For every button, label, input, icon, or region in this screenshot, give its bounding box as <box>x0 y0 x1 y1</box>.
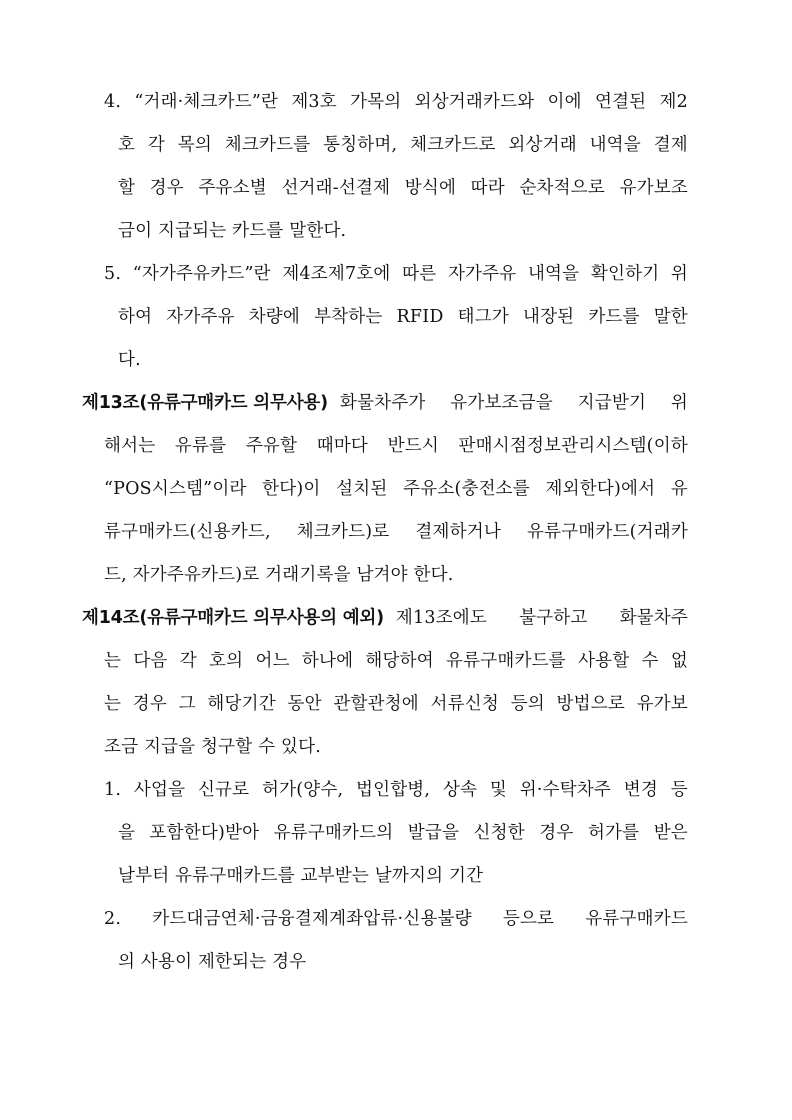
word: 말한 <box>653 307 688 327</box>
word: 발급을 <box>407 823 460 843</box>
word: 호 <box>118 135 136 155</box>
item5-line-3: 다. <box>118 350 141 370</box>
article13-heading-line <box>82 391 688 415</box>
word: 태그가 <box>457 307 509 327</box>
article13-line-2 <box>104 434 688 458</box>
word: 상속 <box>442 780 478 800</box>
word: 유류구매카드(거래카 <box>526 522 688 542</box>
word: 반드시 <box>387 436 439 456</box>
word: 제13조에도 <box>395 608 488 628</box>
word: 허가를 <box>587 823 640 843</box>
word: 호의 <box>209 651 244 671</box>
word: 연결된 <box>594 92 647 112</box>
article14-item1-line-3: 날부터 유류구매카드를 교부받는 날까지의 기간 <box>118 866 484 886</box>
word: 1. <box>104 780 122 800</box>
article13-line-1-text <box>340 391 688 415</box>
word: 해당하여 <box>365 651 434 671</box>
word: 제4조제7호에 <box>282 264 391 284</box>
article13-line-4 <box>104 520 688 544</box>
word: 외상거래 <box>508 135 577 155</box>
item5-line-1 <box>104 262 688 286</box>
word: 포함한다)받아 <box>149 823 260 843</box>
article14-line-3-text <box>104 692 688 716</box>
word: 외상거래카드와 <box>414 92 535 112</box>
word: 각 <box>147 135 165 155</box>
word: 수 <box>641 651 659 671</box>
word: 유류구매카드를 <box>446 651 566 671</box>
word: 는 <box>104 651 122 671</box>
item4-line-2 <box>118 133 688 157</box>
word: 통칭하며, <box>323 135 398 155</box>
word: 동안 <box>287 694 322 714</box>
word: 불구하고 <box>519 608 588 628</box>
word: 받은 <box>653 823 688 843</box>
article14-item1-line-2-text <box>118 821 688 845</box>
word: 신규로 <box>197 780 250 800</box>
word: 그 <box>178 694 196 714</box>
word: 할 <box>118 178 136 198</box>
word: 및 <box>489 780 507 800</box>
article13-line-5: 드, 자가주유카드)로 거래기록을 남겨야 한다. <box>104 565 454 585</box>
word: 내역을 <box>527 264 580 284</box>
item4-line-1-text <box>104 90 688 114</box>
item4-line-2-text <box>118 133 688 157</box>
word: 카드를 <box>588 307 640 327</box>
word: 카드대금연체·금융결제계좌압류·신용불량 <box>152 909 472 929</box>
word: 체크카드를 <box>224 135 311 155</box>
article14-item2-line-1 <box>104 907 688 931</box>
article14-line-2-text <box>104 649 688 673</box>
word: 위 <box>670 393 688 413</box>
word: 제2 <box>659 92 688 112</box>
article14-line-3 <box>104 692 688 716</box>
word: 판매시점정보관리시스템(이하 <box>458 436 688 456</box>
word: “POS시스템”이라 <box>104 479 247 499</box>
word: 법인합병, <box>355 780 431 800</box>
word: 없 <box>670 651 688 671</box>
article14-item2-line-2: 의 사용이 제한되는 경우 <box>118 952 307 972</box>
item4-line-4: 금이 지급되는 카드를 말한다. <box>118 221 347 241</box>
word: 류구매카드(신용카드, <box>104 522 271 542</box>
word: 자가주유 <box>447 264 517 284</box>
article14-line-1-text <box>396 606 688 630</box>
word: 차량에 <box>248 307 301 327</box>
article14-line-2 <box>104 649 688 673</box>
word: 부착하는 <box>314 307 383 327</box>
article14-item2-line-1-text <box>104 907 688 931</box>
word: 경우 <box>149 178 184 198</box>
word: 하나에 <box>301 651 354 671</box>
word: 다음 <box>133 651 168 671</box>
word: 가목의 <box>350 92 402 112</box>
word: 한다)이 <box>262 479 321 499</box>
word: 위·수탁차주 <box>519 780 612 800</box>
word: 자가주유 <box>166 307 235 327</box>
word: 화물차주가 <box>339 393 426 413</box>
article13-line-3 <box>104 477 688 501</box>
word: 경우 <box>132 694 167 714</box>
article13-line-1-wrap <box>340 391 688 415</box>
word: 유 <box>670 479 688 499</box>
word: 제외한다)에서 <box>545 479 656 499</box>
word: 유가보 <box>636 694 688 714</box>
article13-line-4-text <box>104 520 688 544</box>
word: 해당기간 <box>207 694 276 714</box>
word: 목의 <box>177 135 212 155</box>
word: 제3호 <box>291 92 337 112</box>
article14-line-1-wrap <box>396 606 688 630</box>
word: 따른 <box>402 264 437 284</box>
word: 등 <box>670 780 688 800</box>
word: 화물차주 <box>619 608 688 628</box>
article13-line-2-text <box>104 434 688 458</box>
word: 사용할 <box>578 651 630 671</box>
word: “자가주유카드”란 <box>132 264 271 284</box>
word: 해서는 <box>104 436 156 456</box>
word: 을 <box>118 823 136 843</box>
item4-line-1 <box>104 90 688 114</box>
word: 따라 <box>470 178 505 198</box>
word: 결제하거나 <box>415 522 501 542</box>
article14-item1-line-2 <box>118 821 688 845</box>
item5-line-2-text <box>118 305 688 329</box>
word: 방식에 <box>404 178 457 198</box>
word: 설치된 <box>336 479 388 499</box>
word: 유가보조금을 <box>450 393 553 413</box>
word: 사업을 <box>133 780 186 800</box>
word: 4. <box>104 92 122 112</box>
word: 주유할 <box>245 436 298 456</box>
word: 때마다 <box>316 436 369 456</box>
article13-line-3-text <box>104 477 688 501</box>
word: 이에 <box>547 92 582 112</box>
word: 방법으로 <box>556 694 625 714</box>
article14-item1-line-1 <box>104 778 688 802</box>
article14-title: 제14조(유류구매카드 의무사용의 예외) <box>82 608 384 628</box>
item5-line-2 <box>118 305 688 329</box>
word: 내역을 <box>589 135 641 155</box>
word: 확인하기 <box>590 264 660 284</box>
word: 2. <box>104 909 122 929</box>
word: 순차적으로 <box>519 178 605 198</box>
article14-item1-line-1-text <box>104 778 688 802</box>
article14-line-4: 조금 지급을 청구할 수 있다. <box>104 737 321 757</box>
word: 유류구매카드 <box>585 909 688 929</box>
word: 등으로 <box>502 909 555 929</box>
word: 주유소별 <box>198 178 267 198</box>
word: 변경 <box>623 780 659 800</box>
word: 위 <box>670 264 688 284</box>
word: 각 <box>179 651 197 671</box>
word: 어느 <box>255 651 290 671</box>
word: 유류구매카드의 <box>273 823 394 843</box>
item4-line-3 <box>118 176 688 200</box>
article14-heading-line <box>82 606 688 630</box>
word: 유류를 <box>174 436 227 456</box>
word: 체크카드로 <box>410 135 496 155</box>
word: 하여 <box>118 307 153 327</box>
word: RFID <box>396 307 444 327</box>
word: 는 <box>104 694 122 714</box>
article13-title: 제13조(유류구매카드 의무사용) <box>82 393 328 413</box>
item4-line-3-text <box>118 176 688 200</box>
word: 5. <box>104 264 122 284</box>
word: “거래·체크카드”란 <box>134 92 279 112</box>
word: 허가(양수, <box>262 780 344 800</box>
item5-line-1-text <box>104 262 688 286</box>
word: 선거래-선결제 <box>281 178 391 198</box>
word: 결제 <box>653 135 688 155</box>
word: 유가보조 <box>619 178 688 198</box>
word: 내장된 <box>522 307 575 327</box>
word: 등의 <box>510 694 545 714</box>
word: 서류신청 <box>430 694 499 714</box>
word: 지급받기 <box>577 393 647 413</box>
word: 관할관청에 <box>333 694 419 714</box>
word: 주유소(충전소를 <box>403 479 530 499</box>
word: 신청한 <box>473 823 525 843</box>
word: 경우 <box>539 823 574 843</box>
word: 체크카드)로 <box>296 522 390 542</box>
